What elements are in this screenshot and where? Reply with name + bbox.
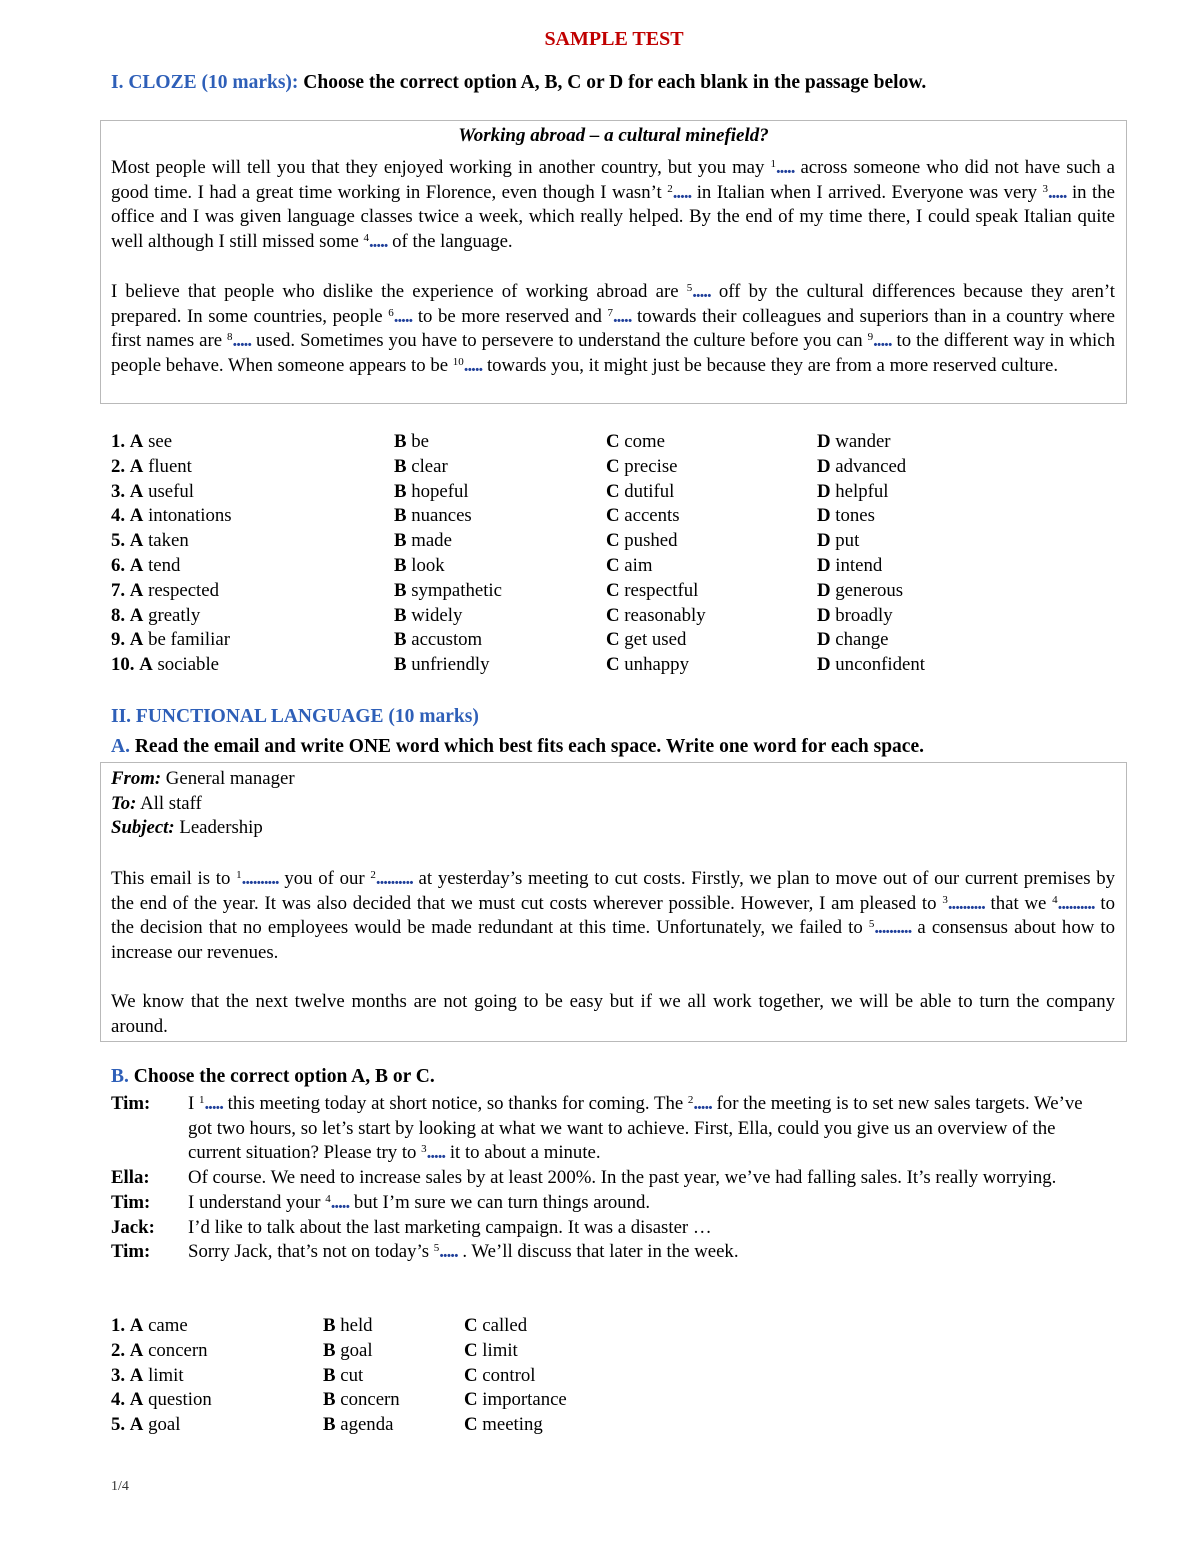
option-text: concern (148, 1339, 208, 1361)
option-text: pushed (624, 530, 678, 552)
option-text: wander (835, 431, 891, 452)
option-letter: D (817, 654, 831, 676)
option-a (111, 1388, 212, 1413)
partA-heading (111, 736, 924, 758)
option-b (323, 1388, 400, 1413)
subject-value: Leadership (174, 817, 263, 838)
dialog-line-4 (111, 1216, 1111, 1241)
option-text: held (340, 1315, 373, 1336)
option-letter: C (464, 1315, 478, 1336)
option-a (111, 628, 230, 653)
option-letter: A (129, 530, 144, 552)
option-letter: C (464, 1389, 478, 1411)
option-text: generous (835, 579, 904, 601)
option-letter: B (394, 554, 407, 576)
partB-letter: B. (111, 1066, 129, 1087)
to-value: All staff (136, 793, 202, 814)
option-text: precise (624, 455, 678, 477)
option-text: importance (482, 1389, 567, 1411)
option-d (817, 653, 925, 678)
option-letter: A (129, 1339, 144, 1361)
dialog-text: I’d like to talk about the last marketing campaign. It was a disaster … (188, 1216, 712, 1238)
option-text: meeting (482, 1414, 543, 1436)
option-letter: B (394, 530, 407, 552)
option-text: nuances (411, 505, 472, 527)
option-letter: C (464, 1414, 478, 1436)
speaker: Jack: (111, 1216, 155, 1238)
option-text: see (148, 431, 173, 452)
page-number: 1/4 (111, 1479, 129, 1494)
option-text: useful (148, 480, 194, 502)
option-b (323, 1314, 373, 1339)
option-text: goal (148, 1414, 181, 1436)
option-text: taken (148, 530, 189, 552)
option-c (464, 1339, 518, 1364)
option-a (111, 1364, 184, 1389)
option-a (111, 455, 192, 480)
dialog-blank-2: ..... (693, 1093, 712, 1114)
email-blank-5: .......... (874, 917, 912, 939)
option-letter: B (394, 480, 407, 502)
option-letter: D (817, 455, 831, 477)
question-number: 3. (111, 1364, 126, 1386)
option-text: goal (340, 1339, 373, 1361)
option-text: made (411, 530, 452, 552)
option-text: come (624, 431, 665, 452)
speaker: Tim: (111, 1191, 151, 1213)
speaker: Tim: (111, 1093, 151, 1114)
option-b (394, 653, 489, 678)
option-text: accents (624, 505, 680, 527)
question-number: 5. (111, 1414, 126, 1436)
option-c (464, 1364, 535, 1389)
option-letter: A (129, 431, 144, 452)
passage-title: Working abroad – a cultural minefield? (458, 125, 769, 146)
email-subject (111, 816, 263, 841)
blank-3: ..... (1047, 181, 1067, 203)
option-text: tones (835, 505, 875, 527)
option-b (394, 554, 445, 579)
option-text: control (482, 1364, 536, 1386)
option-letter: C (606, 654, 620, 676)
email-from (111, 767, 295, 792)
option-a (111, 1413, 180, 1438)
option-a (111, 480, 194, 505)
option-b (394, 628, 482, 653)
option-d (817, 504, 875, 529)
option-a (111, 430, 172, 455)
option-text: be (411, 431, 429, 452)
option-text: be familiar (148, 629, 230, 651)
option-letter: D (817, 579, 831, 601)
option-letter: C (606, 629, 620, 651)
dialog-blank-4: ..... (330, 1191, 350, 1213)
option-letter: B (323, 1339, 336, 1361)
dialog-line-1 (111, 1092, 1111, 1166)
option-text: agenda (340, 1414, 394, 1436)
option-text: clear (411, 455, 448, 477)
question-number: 1. (111, 431, 126, 452)
speaker: Ella: (111, 1167, 150, 1189)
option-b (394, 579, 502, 604)
partA-instruction: Read the email and write ONE word which best fits each space. Write one word for each space. (129, 736, 924, 757)
option-letter: A (129, 629, 144, 651)
option-letter: A (129, 1389, 144, 1411)
dialog-line-2 (111, 1166, 1111, 1191)
option-letter: D (817, 604, 831, 626)
option-letter: A (129, 1315, 144, 1336)
option-a (111, 529, 189, 554)
option-a (111, 579, 219, 604)
option-text: called (482, 1315, 528, 1336)
blank-7: ..... (612, 305, 632, 327)
option-letter: C (606, 455, 620, 477)
dialog-text: Of course. We need to increase sales by at least 200%. In the past year, we’ve had falling sales. It’s really worrying. (188, 1167, 1057, 1189)
option-c (606, 504, 680, 529)
blank-9: ..... (873, 330, 892, 352)
option-letter: D (817, 554, 831, 576)
section1-number: I. CLOZE (10 marks): (111, 72, 299, 93)
option-text: aim (624, 554, 653, 576)
option-letter: A (129, 554, 144, 576)
option-text: put (835, 530, 860, 552)
passage-paragraph-1: Most people will tell you that they enjoyed working in another country, but you may $^1$..... across someone who did not have such a good time. I had a great time working in Florence, even though I wasn’t $^2$..... in Italian when I arrived. Everyone was very $^3$..... in the office and I was given language classes twice a week, which really helped. By the end of my time there, I could speak Italian quite well although I still missed some $^4$..... of the language. (111, 157, 1115, 253)
option-b (394, 529, 452, 554)
option-c (464, 1314, 527, 1339)
option-text: get used (624, 629, 687, 651)
option-letter: C (606, 431, 620, 452)
subject-label: Subject: (111, 817, 175, 838)
option-d (817, 480, 888, 505)
question-number: 9. (111, 629, 126, 651)
question-number: 4. (111, 1389, 126, 1411)
question-number: 2. (111, 1339, 126, 1361)
option-letter: D (817, 629, 831, 651)
dialog-line-5 (111, 1240, 1111, 1265)
dialog-blank-1: ..... (204, 1093, 223, 1114)
option-b (394, 604, 462, 629)
email-paragraph-1: This email is to $^1$.......... you of our $^2$.......... at yesterday’s meeting to cut costs. Firstly, we plan to move out of our current premises by the end of the year. It was also decided that we must cut costs wherever possible. However, I am pleased to $^3$.......... that we $^4$.......... to the decision that no employees would be made redundant at this time. Unfortunately, we failed to $^5$.......... a consensus about how to increase our revenues. (111, 868, 1116, 964)
option-d (817, 628, 888, 653)
section1-instruction: Choose the correct option A, B, C or D for each blank in the passage below. (298, 72, 927, 93)
option-letter: B (323, 1389, 336, 1411)
option-text: intend (835, 554, 883, 576)
partA-letter: A. (111, 736, 130, 757)
option-d (817, 604, 893, 629)
question-number: 5. (111, 530, 126, 552)
dialog-text: I $^1$..... this meeting today at short notice, so thanks for coming. The $^2$..... for the meeting is to set new sales targets. We’ve got two hours, so let’s start by looking at what we want to achieve. First, Ella, could you give us an overview of the current situation? Please try to $^3$..... it to about a minute. (188, 1093, 1083, 1164)
option-text: sympathetic (411, 579, 502, 601)
option-b (323, 1339, 373, 1364)
blank-5: ..... (692, 281, 711, 302)
option-letter: B (323, 1414, 336, 1436)
option-a (111, 1314, 188, 1339)
option-d (817, 455, 906, 480)
section1-heading (111, 72, 926, 94)
option-text: sociable (157, 654, 220, 676)
option-text: limit (482, 1339, 518, 1361)
option-letter: C (606, 579, 620, 601)
option-c (464, 1388, 567, 1413)
option-letter: C (606, 604, 620, 626)
question-number: 8. (111, 604, 126, 626)
question-number: 10. (111, 654, 135, 676)
option-letter: D (817, 480, 831, 502)
option-b (323, 1413, 393, 1438)
option-text: unhappy (624, 654, 689, 676)
option-text: helpful (835, 480, 889, 502)
partB-heading (111, 1066, 435, 1088)
option-a (111, 604, 200, 629)
option-letter: B (394, 579, 407, 601)
option-d (817, 529, 859, 554)
option-letter: A (129, 505, 144, 527)
option-letter: B (394, 604, 407, 626)
option-text: change (835, 629, 889, 651)
option-letter: A (129, 1364, 144, 1386)
blank-2: ..... (672, 181, 692, 203)
option-text: intonations (148, 505, 232, 527)
option-c (606, 653, 689, 678)
option-text: reasonably (624, 604, 706, 626)
option-text: look (411, 554, 445, 576)
option-a (111, 1339, 208, 1364)
option-letter: B (323, 1364, 336, 1386)
question-number: 1. (111, 1315, 126, 1336)
option-text: unconfident (835, 654, 925, 676)
option-a (111, 554, 180, 579)
option-text: greatly (148, 604, 201, 626)
option-letter: B (394, 431, 407, 452)
option-letter: A (129, 604, 144, 626)
option-letter: C (606, 480, 620, 502)
dialog-blank-5: ..... (439, 1241, 458, 1263)
option-letter: C (606, 505, 620, 527)
email-blank-1: .......... (241, 868, 279, 889)
option-c (606, 554, 652, 579)
email-blank-2: .......... (375, 868, 413, 889)
question-number: 2. (111, 455, 126, 477)
email-to (111, 792, 202, 817)
page-title: SAMPLE TEST (544, 28, 684, 50)
option-text: cut (340, 1364, 364, 1386)
option-letter: A (129, 579, 144, 601)
question-number: 7. (111, 579, 126, 601)
option-text: dutiful (624, 480, 675, 502)
option-letter: B (394, 654, 407, 676)
option-letter: D (817, 530, 831, 552)
option-text: concern (340, 1389, 400, 1411)
option-b (394, 455, 448, 480)
option-text: limit (148, 1364, 184, 1386)
option-d (817, 579, 903, 604)
partB-instruction: Choose the correct option A, B or C. (128, 1066, 435, 1087)
dialog-line-3 (111, 1191, 1111, 1216)
email-paragraph-2: We know that the next twelve months are not going to be easy but if we all work together, we will be able to turn the company around. (111, 991, 1115, 1037)
option-text: advanced (835, 455, 907, 477)
option-b (323, 1364, 363, 1389)
option-letter: D (817, 505, 831, 527)
option-c (606, 604, 706, 629)
email-blank-4: .......... (1057, 892, 1095, 914)
option-b (394, 430, 429, 455)
blank-4: ..... (368, 231, 388, 253)
dialog-blank-3: ..... (426, 1142, 446, 1164)
option-letter: C (464, 1364, 478, 1386)
blank-8: ..... (232, 330, 252, 352)
option-letter: B (323, 1315, 336, 1336)
option-text: respectful (624, 579, 699, 601)
option-letter: C (606, 554, 620, 576)
option-text: fluent (148, 455, 192, 477)
option-c (606, 455, 677, 480)
option-a (111, 653, 219, 678)
option-text: widely (411, 604, 463, 626)
option-a (111, 504, 232, 529)
dialog-text: Sorry Jack, that’s not on today’s $^5$..... . We’ll discuss that later in the week. (188, 1241, 739, 1263)
speaker: Tim: (111, 1241, 151, 1263)
option-letter: C (606, 530, 620, 552)
option-letter: A (139, 654, 153, 676)
option-letter: B (394, 505, 407, 527)
from-label: From: (111, 768, 162, 789)
question-number: 6. (111, 554, 126, 576)
option-letter: B (394, 455, 407, 477)
option-d (817, 430, 891, 455)
section2-heading (111, 706, 479, 728)
blank-1: ..... (775, 157, 795, 178)
dialog-text: I understand your $^4$..... but I’m sure we can turn things around. (188, 1191, 651, 1213)
option-letter: A (129, 480, 144, 502)
option-b (394, 504, 472, 529)
passage-paragraph-2: I believe that people who dislike the experience of working abroad are $^5$..... off by the cultural differences because they aren’t prepared. In some countries, people $^6$..... to be more reserved and $^7$..... towards their colleagues and superiors than in a country where first names are $^8$..... used. Sometimes you have to persevere to understand the culture before you can $^9$..... to the different way in which people behave. When someone appears to be $^{10}$..... towards you, it might just be because they are from a more reserved culture. (111, 281, 1116, 377)
option-letter: A (129, 455, 144, 477)
option-letter: B (394, 629, 407, 651)
option-text: question (148, 1389, 212, 1411)
option-letter: A (129, 1414, 144, 1436)
option-text: broadly (835, 604, 893, 626)
option-text: came (148, 1315, 188, 1336)
option-text: hopeful (411, 480, 469, 502)
email-blank-3: .......... (947, 892, 985, 914)
option-letter: C (464, 1339, 478, 1361)
blank-10: ..... (463, 355, 483, 377)
option-c (606, 628, 686, 653)
section2-title: II. FUNCTIONAL LANGUAGE (10 marks) (111, 706, 479, 727)
option-c (606, 480, 674, 505)
question-number: 4. (111, 505, 126, 527)
option-text: accustom (411, 629, 483, 651)
option-c (606, 430, 665, 455)
option-text: unfriendly (411, 654, 490, 676)
option-c (606, 579, 698, 604)
option-c (464, 1413, 543, 1438)
option-d (817, 554, 882, 579)
option-b (394, 480, 469, 505)
blank-6: ..... (393, 305, 413, 327)
dialog (111, 1092, 1111, 1265)
option-text: respected (148, 579, 219, 601)
option-letter: D (817, 431, 831, 452)
question-number: 3. (111, 480, 126, 502)
option-text: tend (148, 554, 181, 576)
to-label: To: (111, 793, 137, 814)
option-c (606, 529, 678, 554)
from-value: General manager (161, 768, 295, 789)
